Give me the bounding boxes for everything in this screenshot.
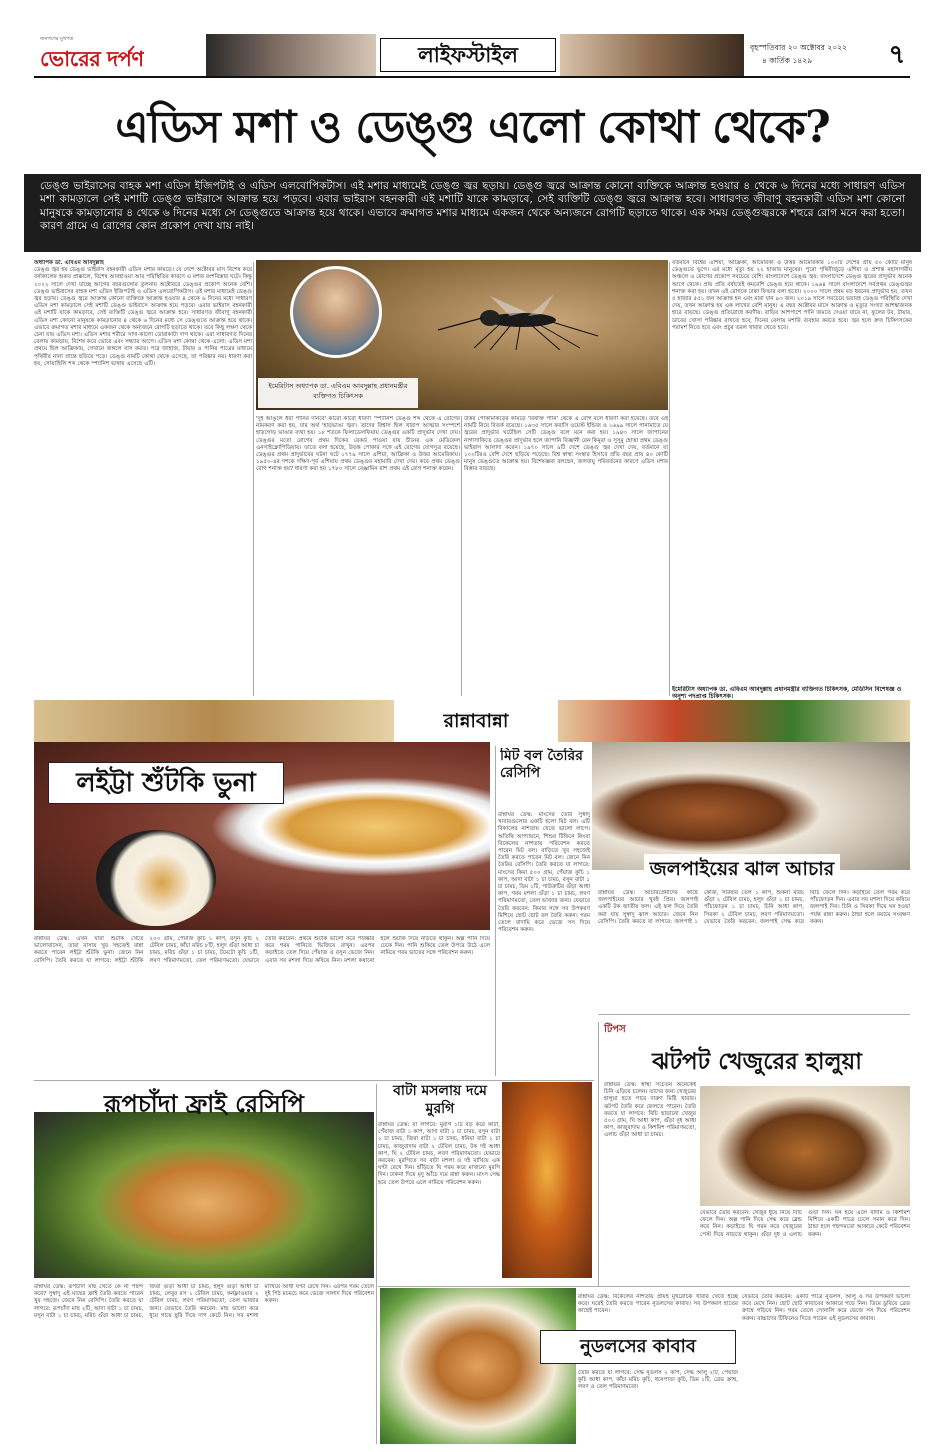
article-text: ডেঙ্গু জ্বর হয় ডেঙ্গু ভাইরাস বহনকারী এডিস মশার কামড়ে। যে দেশে অক্টোবর মাস বিশেষ করে বর্ষাকালের শুরুর প্রাক্কালে, বিশেষ আবহাওয়া আর পরিস্থিতির কারণে এ মশার বংশবিস্তার ঘটে। কিন্তু ২০২২ সালে দেখা যাচ্ছে আগের বছরগুলোর তুলনায় অক্টোবরে ডেঙ্গুর প্রকোপ অনেক বেশি। ডেঙ্গু ভাইরাসের বাহক মশা এডিস ইজিপটাই ও এডিস এলবোপিকটাস। এই মশার মাধ্যমেই ডেঙ্গু জ্বর ছড়ায়। ডেঙ্গু জ্বরে আক্রান্ত কোনো ব্যক্তিকে আক্রান্ত হওয়ার ৪ থেকে ৬ দিনের মধ্যে সাধারণ এডিস মশা কামড়ালে সেই মশাটি ডেঙ্গু ভাইরাসে আক্রান্ত হয়ে পড়বে। এবার ভাইরাস বহনকারী এই মশাটি যাকে কামড়াবে, সেই ব্যক্তিটি ডেঙ্গু জ্বরে আক্রান্ত হবে। সাধারণত জীবাণু বহনকারী এডিস মশা কোনো মানুষকে কামড়ানোর ৪ থেকে ৬ দিনের মধ্যে সে ডেঙ্গুতে আক্রান্ত হয়ে থাকে। এভাবে ক্রমাগত মশার মাধ্যমে একজন থেকে অন্যজনে রোগটি ছড়াতে থাকে। তবে কিছু লক্ষণ থেকে চেনা যায় এডিস মশা। এডিস মশার শরীরে সাদা-কালো ডোরাকাটা দাগ থাকে। এরা সাধারণত দিনের বেলায় কামড়ায়, বিশেষ করে ভোরে এবং সন্ধ্যার আগে। এডিস মশা কোথা থেকে এলো: এডিস মশা প্রথমে ছিল আফ্রিকায়, সেখানে জঙ্গলে বাস করত। পরে জাহাজ, টায়ার ও পানির পাত্রের মাধ্যমে পৃথিবীর নানা প্রান্তে ছড়িয়ে পড়ে। ডেঙ্গু নামটি কোথা থেকে এসেছে, তা পরিষ্কার নয়। ধারণা করা হয়, সোয়াহিলি শব্দ থেকে স্প্যানিশ ভাষায় এসেছে এটি। bbox=[34, 267, 252, 367]
banner-photo-right bbox=[558, 700, 910, 742]
date-halua-text-1: রান্নাঘর ডেস্ক: স্বাস্থ্য সচেতন অনেকেই চিনি এড়িয়ে চলেন। তাদের জন্য খেজুরের হালুয়া হতে পারে দারুণ মিষ্টি খাবার। ঝটপট তৈরি করে ফেলতে পারেন। তৈরি করতে যা লাগবে: বিচি ছাড়ানো খেজুর ৫০০ গ্রাম, ঘি আধা কাপ, গুঁড়া দুধ আধা কাপ, কাজুবাদাম ও কিশমিশ পরিমাণমতো, এলাচ গুঁড়া আধা চা চামচ। bbox=[604, 1082, 696, 1139]
column-rule bbox=[376, 1084, 377, 1444]
column-rule bbox=[253, 262, 254, 696]
recipes-banner bbox=[34, 700, 910, 742]
column-rule bbox=[461, 416, 462, 696]
date-halua-title: ঝটপট খেজুরের হালুয়া bbox=[652, 1048, 862, 1075]
newspaper-name-second: দর্পণ bbox=[107, 46, 144, 71]
rupchanda-title: রূপচাঁদা ফ্রাই রেসিপি bbox=[104, 1089, 304, 1118]
noodle-kabab-photo bbox=[380, 1288, 576, 1444]
olive-pickle-photo bbox=[592, 742, 910, 870]
noodle-kabab-title: নুডলসের কাবাব bbox=[540, 1330, 736, 1364]
section-rule bbox=[598, 1014, 910, 1015]
article-column-mid-2: উত্তর পোকামাকড়ের কামড়ে 'বিষাক্ত পানি' থেকে এ রোগ বলে ধারণা করা হয়েছে। তবে এই নামটি নিয়ে বিতর্ক রয়েছে। ১৬৩৫ সালে ফরাসি ওয়েস্ট ইন্ডিজ ও ১৬৯৯ সালে পানামাতে যে জ্বরের প্রাদুর্ভাব ঘটেছিল সেটি ডেঙ্গু বলে মনে করা হয়। ১৯৪৩ সালে জাপানের নাগাসাকিতে ডেঙ্গুর প্রাদুর্ভাব হলে জাপানি বিজ্ঞানী রেন কিমুরা ও সুসুমু হোত্তা প্রথম ডেঙ্গু ভাইরাস আলাদা করেন। ১৯৭০ সালে ৯টি দেশে ডেঙ্গু জ্বর দেখা দেয়, বর্তমানে যা ১০০টিরও বেশি দেশে ছড়িয়ে পড়েছে। বিশ্ব স্বাস্থ্য সংস্থার হিসাবে প্রতি বছর প্রায় ৪০ কোটি মানুষ ডেঙ্গুতে আক্রান্ত হয়। বিশেষজ্ঞরা বলছেন, জলবায়ু পরিবর্তনের কারণে এডিস মশার বিস্তার বাড়ছে। bbox=[464, 416, 668, 473]
byline: অধ্যাপক ডা. এবিএম আবদুল্লাহ bbox=[34, 260, 104, 266]
date-halua-text-2: যেভাবে তৈরি করবেন: খেজুর ধুয়ে নিয়ে বিচি ফেলে দিন। অল্প পানি দিয়ে সেদ্ধ করে ব্লেন্ড করে নিন। কড়াইতে ঘি গরম করে খেজুরের পেস্ট দিয়ে নাড়তে থাকুন। গুঁড়া দুধ ও এলাচ গুঁড়া দিন। ঘন হয়ে এলে বাদাম ও কিশমিশ মিশিয়ে একটি পাত্রে ঢেলে সমান করে দিন। ঠান্ডা হলে পছন্দমতো আকারে কেটে পরিবেশন করুন। bbox=[700, 1210, 910, 1238]
mosquito-icon bbox=[430, 290, 600, 350]
masthead bbox=[34, 34, 910, 78]
column-rule bbox=[495, 746, 496, 1076]
noodle-kabab-text-3: যেভাবে তৈরি করবেন: একটি পাত্রে নুডলস, আলু ও সব উপকরণ ভালো করে মেখে নিন। ছোট ছোট কাবাবের আকারে গড়ে নিন। ডিমে ডুবিয়ে ব্রেড ক্রাম্বে গড়িয়ে নিন। গরম তেলে সোনালি করে ভেজে সস দিয়ে পরিবেশন করুন। বাচ্চাদের টিফিনেও দিতে পারেন এই নুডলসের কাবাব। bbox=[742, 1294, 910, 1322]
lotta-shutki-title: লইট্টা শুঁটকি ভুনা bbox=[48, 762, 284, 804]
section-rule bbox=[34, 1080, 594, 1081]
main-headline: এডিস মশা ও ডেঙ্গু এলো কোথা থেকে? bbox=[115, 102, 830, 153]
masthead-photo-left bbox=[206, 34, 376, 76]
olive-pickle-text: রান্নাঘর ডেস্ক: আচারপ্রেমীদের কাছে জলপাইয়ের আচার খুবই প্রিয়। জলপাই একটি টক জাতীয় ফল। এই ফল দিয়ে তৈরি করা যায় সুস্বাদু ঝাল আচার। জেনে নিন রেসিপি। তৈরি করতে যা লাগবে: জলপাই ১ কেজি, সরিষার তেল ১ কাপ, শুকনা মরিচ গুঁড়া ২ টেবিল চামচ, হলুদ গুঁড়া ১ চা চামচ, পাঁচফোড়ন ১ চা চামচ, চিনি আধা কাপ, সিরকা ২ টেবিল চামচ, লবণ পরিমাণমতো। যেভাবে তৈরি করবেন: জলপাই সেদ্ধ করে বিচি ফেলে দিন। কড়াইয়ে তেল গরম করে পাঁচফোড়ন দিন। এবার সব মশলা দিয়ে কষিয়ে জলপাই দিন। চিনি ও সিরকা দিয়ে ঘন হওয়া পর্যন্ত রান্না করুন। ঠান্ডা হলে বয়ামে সংরক্ষণ করুন। bbox=[598, 890, 910, 925]
page-number: ৭ bbox=[888, 40, 906, 70]
banner-photo-left bbox=[34, 700, 394, 742]
newspaper-name bbox=[40, 43, 144, 76]
intro-box: ডেঙ্গু ভাইরাসের বাহক মশা এডিস ইজিপটাই ও এডিস এলবোপিকটাস। এই মশার মাধ্যমেই ডেঙ্গু জ্বর ছড়ায়। ডেঙ্গু জ্বরে আক্রান্ত কোনো ব্যক্তিকে আক্রান্ত হওয়ার ৪ থেকে ৬ দিনের মধ্যে সাধারণ এডিস মশা কামড়ালে সেই মশাটি ডেঙ্গু ভাইরাসে আক্রান্ত হয়ে পড়বে। এবার ভাইরাস বহনকারী এই মশাটি যাকে কামড়াবে, সেই ব্যক্তিটি ডেঙ্গু জ্বরে আক্রান্ত হবে। সাধারণত জীবাণু বহনকারী এডিস মশা কোনো মানুষকে কামড়ানোর ৪ থেকে ৬ দিনের মধ্যে সে ডেঙ্গুতে আক্রান্ত হয়ে থাকে। এভাবে ক্রমাগত মশার মাধ্যমে একজন থেকে অন্যজনে রোগটি ছড়াতে থাকে। এক সময় ডেঙ্গুজ্বরকে শহুরে রোগ মনে করা হতো। কারণ গ্রামে এ রোগের কোন প্রকোপ দেখা যায় নাই। bbox=[24, 174, 921, 252]
date-halua-photo bbox=[700, 1086, 910, 1206]
date-bengali: ৪ কার্তিক ১৪২৯ bbox=[762, 56, 813, 65]
section-rule bbox=[378, 1286, 910, 1287]
chicken-photo bbox=[502, 1082, 592, 1278]
column-rule bbox=[669, 262, 670, 696]
rice-plate-photo bbox=[96, 830, 216, 926]
bata-moshla-text: রান্নাঘর ডেস্ক: যা লাগবে: মুরগি ১টি বড় করে কাটা, পেঁয়াজ বাটা ১ কাপ, আদা বাটা ১ চা চামচ, রসুন বাটা ১ চা চামচ, জিরা বাটা ১ চা চামচ, ধনিয়া বাটা ১ চা চামচ, কাজুবাদাম বাটা ২ টেবিল চামচ, টক দই আধা কাপ, ঘি ২ টেবিল চামচ, লবণ পরিমাণমতো। যেভাবে করবেন: মুরগিতে সব বাটা মশলা ও দই মাখিয়ে এক ঘণ্টা রেখে দিন। হাঁড়িতে ঘি গরম করে মাখানো মুরগি দিন। ঢাকনা দিয়ে মৃদু আঁচে দমে রান্না করুন। মাংস সেদ্ধ হয়ে তেল উপরে এলে নামিয়ে পরিবেশন করুন। bbox=[378, 1122, 500, 1186]
meatball-text: রান্নাঘর ডেস্ক: মাংসের তৈরি সুস্বাদু খাবারগুলোর একটি হলো মিট বল। এটি বিকালের নাশতায় খেতে ভালো লাগে। অতিথি আপ্যায়নে, শিশুর টিফিনে কিংবা বিকেলের নাশতায় পরিবেশন করতে পারেন মিট বল। বাড়িতে খুব সহজেই তৈরি করতে পারেন মিট বল। জেনে নিন তৈরির রেসিপি। তৈরি করতে যা লাগবে: মাংসের কিমা ৫০০ গ্রাম, পেঁয়াজ কুচি ১ কাপ, আদা বাটা ১ চা চামচ, রসুন বাটা ১ চা চামচ, ডিম ১টি, পাউরুটির গুঁড়া আধা কাপ, গরম মশলা গুঁড়া ১ চা চামচ, লবণ পরিমাণমতো, তেল ভাজার জন্য। যেভাবে তৈরি করবেন: কিমার সঙ্গে সব উপকরণ মিশিয়ে ছোট ছোট বল তৈরি করুন। গরম তেলে বাদামি করে ভেজে সস দিয়ে পরিবেশন করুন। bbox=[498, 812, 590, 934]
author-signature: ইমেরিটাস অধ্যাপক ডা. এবিএম আবদুল্লাহ প্রধানমন্ত্রীর ব্যক্তিগত চিকিৎসক, মেডিসিন বিশেষজ্ঞ ও অনুশ্য পদপ্রাপ্ত চিকিৎসক। bbox=[672, 686, 902, 700]
recipes-section-title: রান্নাবান্না bbox=[394, 700, 558, 742]
bata-moshla-title: বাটা মসলায় দমে মুরগি bbox=[393, 1083, 487, 1117]
logo bbox=[34, 34, 202, 76]
logo-tagline: জনগণের মুখপত্র bbox=[40, 36, 74, 42]
article-column-left bbox=[34, 260, 252, 698]
column-rule bbox=[598, 1022, 599, 1286]
doctor-portrait bbox=[290, 266, 382, 358]
masthead-photo-right bbox=[560, 34, 744, 76]
newspaper-name-first: ভোরের bbox=[40, 46, 101, 71]
meatball-title: মিট বল তৈরির রেসিপি bbox=[500, 748, 583, 781]
article-column-mid-1: 'দুই আঙুলে ধরা পানির দানবে' কারো কারো ধারণা 'স্প্যানিশ ডেঙ্গু শব্দ থেকে এ রোগের নামকরণ করা হয়, যার অর্থ 'হাড়ভাঙা জ্বর'। তাদের বিশ্বাস ছিল খারাপ আত্মার সংস্পর্শে হাড়গোড় ভাঙার ব্যথা হয়। ১৮ শতকে ফিলাডেলফিয়ায় ডেঙ্গুর একটি প্রাদুর্ভাব দেখা দেয়। ডেঙ্গুর মতো রোগের প্রথম দিকের রেকর্ড পাওয়া যায় চীনের এক মেডিকেল এনসাইক্লোপিডিয়ায়। তাতে বলা হয়েছে, উড়ন্ত পোকার সঙ্গে এই রোগের যোগসূত্র রয়েছে। ডেঙ্গুর প্রথম প্রাদুর্ভাবের ঘটনা ঘটে ১৭৭৯ সালে এশিয়া, আফ্রিকা ও উত্তর আমেরিকায়। ১৯৫০-এর দশকে দক্ষিণ-পূর্ব এশিয়ায় প্রথম ডেঙ্গুর মহামারি দেখা দেয়। কবে প্রথম ডেঙ্গু রোগ শনাক্ত হয়? ধারণা করা হয় ১৭৮০ সালে বেঞ্জামিন রাশ প্রথম এই রোগ শনাক্ত করেন। bbox=[256, 416, 460, 473]
tips-label: টিপস bbox=[604, 1024, 626, 1035]
date-gregorian: বৃহস্পতিবার ২০ অক্টোবর ২০২২ bbox=[750, 43, 848, 52]
article-column-right: বর্তমানে বিশ্বের এশিয়া, আফ্রিকা, আমেরিকা ও উত্তর আমেরিকার ১০০টি দেশের প্রায় ৫০ কোটি মানুষ ডেঙ্গুতে ভুগে। এর মধ্যে মৃত্যু হয় ২২ হাজার মানুষের। পুরো পৃথিবীজুড়ে এশিয়া ও প্রশান্ত মহাসাগরীয় অঞ্চলে এ রোগের প্রকোপ সবচেয়ে বেশি। বাংলাদেশে ডেঙ্গু জ্বর: বাংলাদেশে ডেঙ্গু জ্বরের প্রাদুর্ভাব অনেক আগে থেকে। প্রায় প্রতি বর্ষাতেই কমবেশি ডেঙ্গু হয়ে থাকে। ১৯৬৪ সালে বাংলাদেশে সর্বপ্রথম ডেঙ্গুজ্বর শনাক্ত করা হয়। তখন এই রোগকে ঢাকা ফিভার বলা হতো। ২০০০ সালে প্রথম বড় ধরনের প্রাদুর্ভাব হয়, তখন ৫ হাজার ৫৫১ জন আক্রান্ত হন এবং মারা যান ৯৩ জন। ২০১৯ সালে সবচেয়ে ভয়াবহ ডেঙ্গু পরিস্থিতি দেখা দেয়, তখন আক্রান্ত হয় এক লাখের বেশি মানুষ। এ বছর অক্টোবর মাসে আক্রান্ত ও মৃত্যুর সংখ্যা আশঙ্কাজনক হারে বাড়ছে। ডেঙ্গু প্রতিরোধে করণীয়: বাড়ির আশপাশে পানি জমতে দেওয়া যাবে না, ফুলের টব, টায়ার, ডাবের খোসা পরিষ্কার রাখতে হবে, দিনের বেলায় মশারি ব্যবহার করতে হবে। জ্বর হলে দ্রুত চিকিৎসকের পরামর্শ নিতে হবে এবং প্রচুর তরল খাবার খেতে হবে। bbox=[672, 260, 912, 331]
rupchanda-text: রান্নাঘর ডেস্ক: রূপচাঁদা মাছ খেতে কে না পছন্দ করে? সুস্বাদু এই মাছের ফ্রাই তৈরি করতে পারেন খুব সহজে। জেনে নিন রেসিপি। তৈরি করতে যা লাগবে: রূপচাঁদা মাছ ২টি, আদা বাটা ১ চা চামচ, রসুন বাটা ১ চা চামচ, মরিচ গুঁড়া আধা চা চামচ, জিরা গুঁড়া আধা চা চামচ, হলুদ গুঁড়া আধা চা চামচ, লেবুর রস ১ টেবিল চামচ, কর্নফ্লাওয়ার ২ টেবিল চামচ, লবণ পরিমাণমতো, তেল ভাজার জন্য। যেভাবে তৈরি করবেন: মাছ ভালো করে ধুয়ে গায়ে ছুরি দিয়ে দাগ কেটে নিন। সব মশলা মাখিয়ে আধা ঘণ্টা রেখে দিন। এরপর গরম তেলে দুই পিঠ মচমচে করে ভেজে সালাদ দিয়ে পরিবেশন করুন। bbox=[34, 1284, 374, 1319]
lotta-shutki-text: রান্নাঘর ডেস্ক: এখন যারা শুঁটকি খেতে ভালোবাসেন, তারা বাসায় খুব সহজেই রান্না করতে পারেন লইট্টা শুঁটকি ভুনা। জেনে নিন রেসিপি। তৈরি করতে যা লাগবে: লইট্টা শুঁটকি ২০০ গ্রাম, পেঁয়াজ কুচি ১ কাপ, রসুন কুচি ২ টেবিল চামচ, কাঁচা মরিচ ৮টি, হলুদ গুঁড়া আধা চা চামচ, মরিচ গুঁড়া ১ চা চামচ, টমেটো কুচি ১টি, লবণ পরিমাণমতো, তেল পরিমাণমতো। যেভাবে তৈরি করবেন: প্রথমে শুঁটকি ভালো করে পরিষ্কার করে গরম পানিতে ভিজিয়ে রাখুন। এরপর কড়াইতে তেল দিয়ে পেঁয়াজ ও রসুন ভেজে নিন। এবার সব মশলা দিয়ে কষিয়ে নিন। মশলা কষানো হলে শুঁটকি দিয়ে নাড়তে থাকুন। অল্প পানি দিয়ে ঢেকে দিন। পানি শুকিয়ে তেল উপরে উঠে এলে নামিয়ে গরম ভাতের সঙ্গে পরিবেশন করুন। bbox=[34, 936, 490, 964]
noodle-kabab-text-1: রান্নাঘর ডেস্ক: বিকেলের নাশতায় প্রায়ই মুখরোচক খাবার খেতে ইচ্ছে করে। ঘরেই তৈরি করতে পারেন নুডলসের কাবাব। সব উপকরণ হাতের কাছেই পাবেন। bbox=[578, 1294, 738, 1315]
rupchanda-fry-photo bbox=[34, 1112, 374, 1278]
photo-caption: ইমেরিটাস অধ্যাপক ডা. এবিএম আবদুল্লাহ প্রধানমন্ত্রীর ব্যক্তিগত চিকিৎসক bbox=[258, 378, 418, 408]
section-name: লাইফস্টাইল bbox=[380, 38, 556, 72]
noodle-kabab-text-2: তৈরি করতে যা লাগবে: সেদ্ধ নুডলস ২ কাপ, সেদ্ধ আলু ২টি, পেঁয়াজ কুচি আধা কাপ, কাঁচা মরিচ কুচি, ধনেপাতা কুচি, ডিম ১টি, ব্রেড ক্রাম্ব, লবণ ও তেল পরিমাণমতো। bbox=[578, 1370, 738, 1391]
olive-pickle-title: জলপাইয়ের ঝাল আচার bbox=[644, 854, 840, 884]
